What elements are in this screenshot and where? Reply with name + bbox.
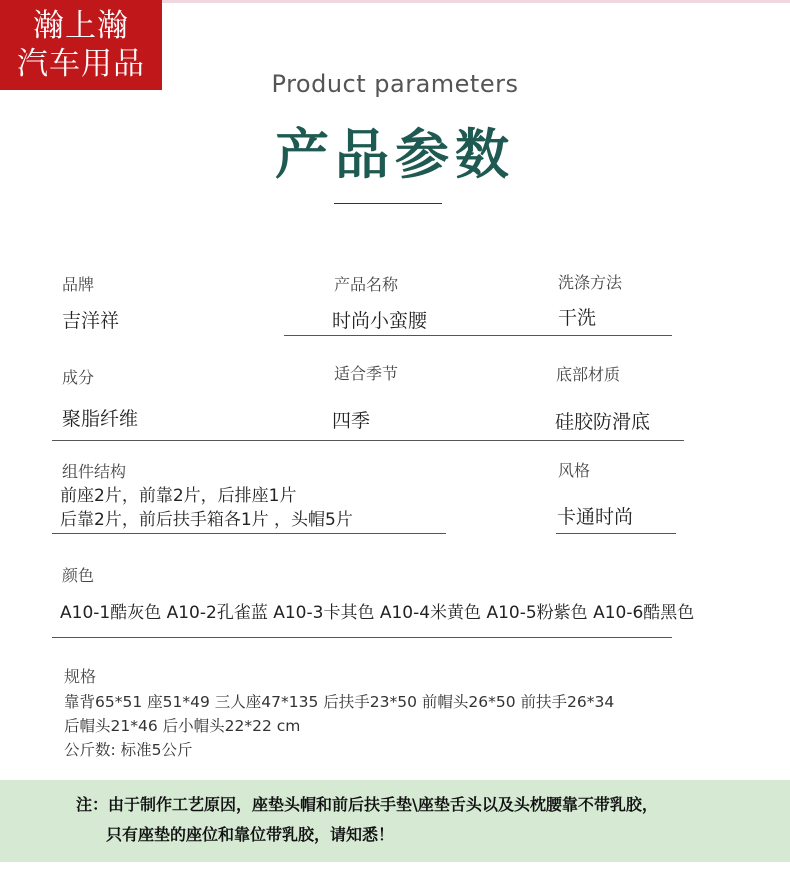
color-value: A10-1酷灰色 A10-2孔雀蓝 A10-3卡其色 A10-4米黄色 A10-5粉紫色 A10-6酷黑色 [60, 603, 695, 623]
row2-divider [52, 440, 684, 441]
note-banner [0, 780, 790, 862]
product-name-label: 产品名称 [334, 275, 399, 294]
product-name-value: 时尚小蛮腰 [332, 310, 428, 332]
specs-block [64, 690, 614, 762]
components-line-1: 前座2片，前靠2片，后排座1片 [60, 486, 297, 506]
row3-divider-left [52, 533, 446, 534]
material-label: 成分 [62, 368, 95, 387]
row1-divider [284, 335, 672, 336]
specs-line-1: 靠背65*51 座51*49 三人座47*135 后扶手23*50 前帽头26*50 前扶手26*34 [64, 693, 615, 711]
row4-divider [52, 637, 672, 638]
components-line-2: 后靠2片，前后扶手箱各1片 ，头帽5片 [60, 510, 353, 530]
season-label: 适合季节 [334, 364, 399, 383]
specs-label: 规格 [64, 667, 97, 686]
base-label: 底部材质 [556, 365, 621, 384]
wash-value: 干洗 [558, 307, 597, 329]
brand-value: 吉洋祥 [62, 310, 120, 332]
components-label: 组件结构 [62, 462, 127, 481]
logo-line-1: 瀚上瀚 [33, 8, 129, 44]
season-value: 四季 [332, 410, 371, 432]
brand-label: 品牌 [62, 275, 95, 294]
note-line-1: 注：由于制作工艺原因，座垫头帽和前后扶手垫\座垫舌头以及头枕腰靠不带乳胶， [76, 795, 658, 814]
base-value: 硅胶防滑底 [555, 411, 651, 433]
style-value: 卡通时尚 [557, 506, 634, 528]
color-label: 颜色 [62, 566, 95, 585]
logo-line-2: 汽车用品 [17, 46, 145, 82]
title-underline [334, 203, 442, 204]
material-value: 聚脂纤维 [62, 408, 139, 430]
specs-line-3: 公斤数: 标准5公斤 [64, 741, 193, 759]
page-subtitle: Product parameters [271, 70, 519, 98]
note-text [76, 790, 658, 850]
page-title: 产品参数 [275, 123, 515, 186]
specs-line-2: 后帽头21*46 后小帽头22*22 cm [64, 717, 301, 735]
row3-divider-right [556, 533, 676, 534]
wash-label: 洗涤方法 [558, 273, 623, 292]
note-line-2: 只有座垫的座位和靠位带乳胶，请知悉！ [106, 825, 395, 844]
style-label: 风格 [558, 461, 591, 480]
